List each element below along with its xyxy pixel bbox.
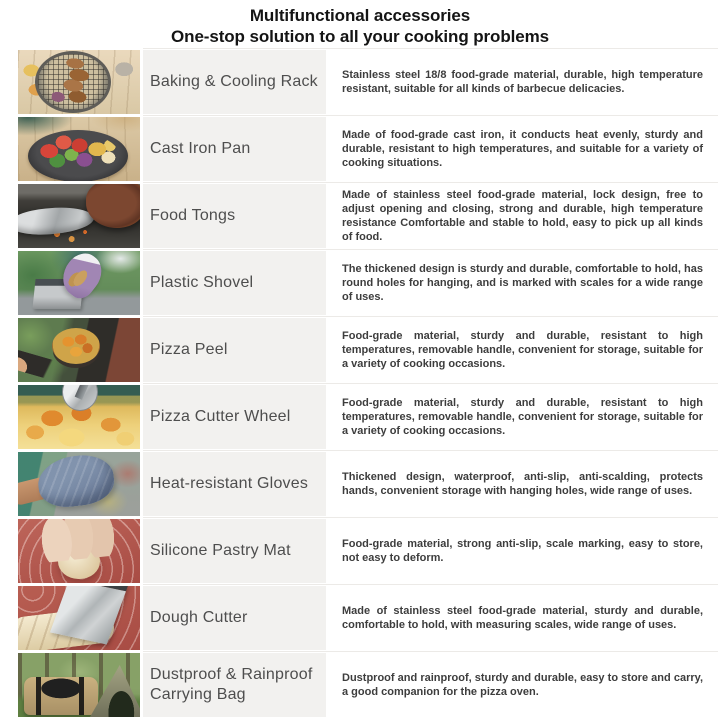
product-name: Baking & Cooling Rack — [150, 73, 318, 90]
table-row — [0, 586, 720, 653]
product-description-cell — [326, 452, 720, 516]
product-description-cell — [326, 519, 720, 583]
silicone-pastry-mat-photo — [18, 519, 140, 583]
accessories-table — [0, 50, 720, 720]
table-row — [0, 117, 720, 184]
product-name: Dustproof & Rainproof Carrying Bag — [150, 666, 313, 703]
title-line-1: Multifunctional accessories — [249, 6, 471, 25]
table-row — [0, 385, 720, 452]
product-description-cell — [326, 251, 720, 315]
product-name-cell — [143, 385, 326, 449]
table-row — [0, 251, 720, 318]
product-description: Made of food-grade cast iron, it conducts heat evenly, sturdy and durable, resistant to high temperatures, and suitable for a variety of cooking situations. — [342, 129, 703, 169]
product-description: Stainless steel 18/8 food-grade material, durable, high temperature resistant, suitable for all kinds of barbecue delicacies. — [342, 69, 703, 95]
food-tongs-photo — [18, 184, 140, 248]
cast-iron-pan-photo — [18, 117, 140, 181]
pizza-cutter-wheel-photo — [18, 385, 140, 449]
product-description: Dustproof and rainproof, sturdy and durable, easy to store and carry, a good companion for the pizza oven. — [342, 672, 703, 698]
product-description: Made of stainless steel food-grade material, lock design, free to adjust opening and closing, strong and durable, high temperature resistance Comfortable and stable to hold, easy to pick up all kinds of food. — [342, 189, 703, 243]
product-name: Plastic Shovel — [150, 274, 254, 291]
product-name: Cast Iron Pan — [150, 140, 251, 157]
product-name-cell — [143, 519, 326, 583]
product-name-cell — [143, 452, 326, 516]
product-description-cell — [326, 184, 720, 248]
page-title — [0, 0, 720, 50]
title-line-2: One-stop solution to all your cooking problems — [171, 27, 549, 46]
product-description-cell — [326, 318, 720, 382]
product-description: Thickened design, waterproof, anti-slip, anti-scalding, protects hands, convenient storage with hanging holes, wide range of uses. — [342, 471, 703, 497]
product-name-cell — [143, 251, 326, 315]
product-description: Food-grade material, strong anti-slip, scale marking, easy to store, not easy to deform. — [342, 538, 703, 564]
product-description: Food-grade material, sturdy and durable, resistant to high temperatures, removable handle, convenient for storage, suitable for a variety of cooking occasions. — [342, 397, 703, 437]
product-description: Food-grade material, sturdy and durable, resistant to high temperatures, removable handle, convenient for storage, suitable for a variety of cooking occasions. — [342, 330, 703, 370]
product-name: Dough Cutter — [150, 609, 248, 626]
pizza-peel-photo — [18, 318, 140, 382]
product-name: Pizza Cutter Wheel — [150, 408, 291, 425]
baking-cooling-rack-photo — [18, 50, 140, 114]
product-description-cell — [326, 117, 720, 181]
product-description-cell — [326, 586, 720, 650]
product-description-cell — [326, 653, 720, 717]
product-name-cell — [143, 586, 326, 650]
carrying-bag-photo — [18, 653, 140, 717]
table-row — [0, 452, 720, 519]
product-name: Food Tongs — [150, 207, 236, 224]
product-name-cell — [143, 50, 326, 114]
table-row — [0, 184, 720, 251]
table-row — [0, 653, 720, 720]
product-name-cell — [143, 318, 326, 382]
product-name-cell — [143, 653, 326, 717]
product-name-cell — [143, 184, 326, 248]
product-description: Made of stainless steel food-grade material, sturdy and durable, comfortable to hold, with measuring scales, wide range of uses. — [342, 605, 703, 631]
product-name: Silicone Pastry Mat — [150, 542, 291, 559]
plastic-shovel-photo — [18, 251, 140, 315]
product-name: Heat-resistant Gloves — [150, 475, 309, 492]
table-row — [0, 318, 720, 385]
table-row — [0, 50, 720, 117]
heat-resistant-gloves-photo — [18, 452, 140, 516]
product-description: The thickened design is sturdy and durable, comfortable to hold, has round holes for hanging, and is marked with scales for a wide range of uses. — [342, 263, 703, 303]
product-name-cell — [143, 117, 326, 181]
product-description-cell — [326, 385, 720, 449]
dough-cutter-photo — [18, 586, 140, 650]
table-row — [0, 519, 720, 586]
product-name: Pizza Peel — [150, 341, 228, 358]
product-description-cell — [326, 50, 720, 114]
